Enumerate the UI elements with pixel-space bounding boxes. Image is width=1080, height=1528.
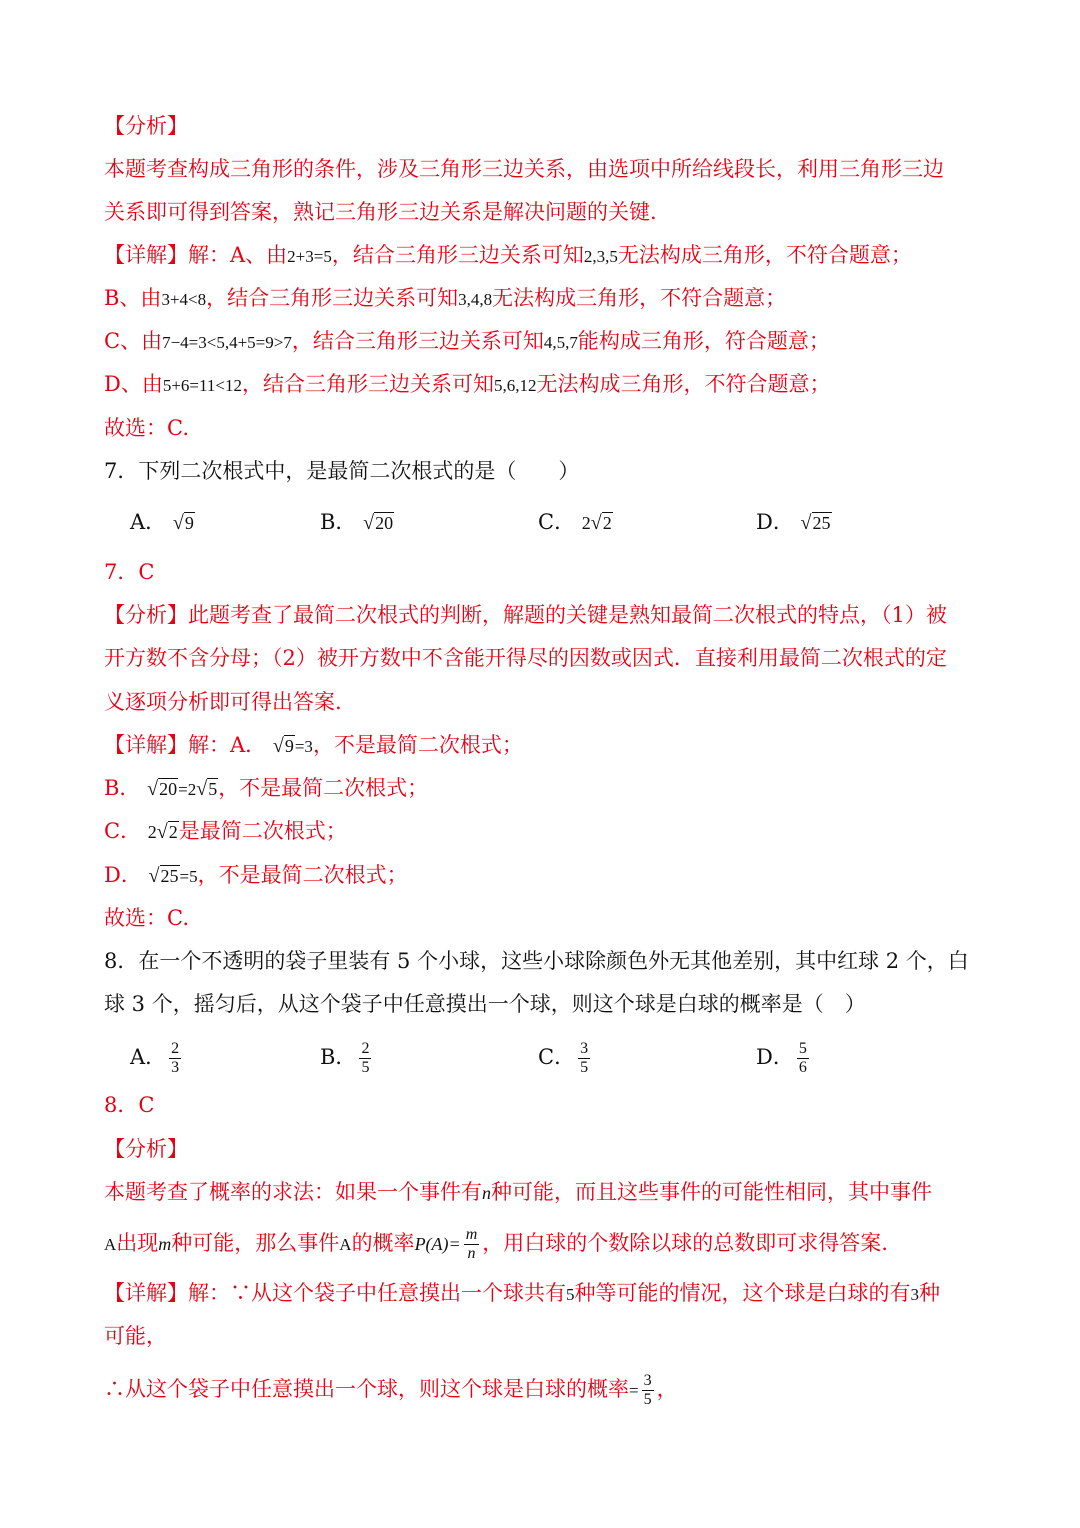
q6-analysis-line2: 关系即可得到答案，熟记三角形三边关系是解决问题的关键. [104, 200, 657, 224]
q7-option-a-radical: √9 [172, 512, 194, 534]
q8-detail-text1b: 种等可能的情况，这个球是白球的有 [574, 1281, 911, 1305]
q7-detail-c-coef: 2 [147, 822, 157, 842]
q8-option-a-num: 2 [171, 1040, 180, 1057]
q7-answer: 7．C [104, 560, 155, 584]
q6-detail-tag: 【详解】 [104, 243, 188, 267]
q6-a-expr: 2+3=5 [287, 247, 332, 266]
q8-detail-line2: 可能， [104, 1324, 167, 1348]
q7-detail-b-radical: √20=2√5 [147, 778, 218, 800]
q8-detail-frac-den: 5 [643, 1391, 652, 1408]
q7-analysis-text1: 此题考查了最简二次根式的判断，解题的关键是熟知最简二次根式的特点，（1）被 [188, 603, 947, 627]
q7-option-c-coef: 2 [581, 513, 591, 533]
q7-detail-a-text: ，不是最简二次根式； [312, 733, 523, 757]
q8-option-d-num: 5 [798, 1040, 807, 1057]
q8-option-c-label: C． [538, 1045, 576, 1069]
q7-detail-d-prefix: D． [104, 863, 142, 887]
q7-detail-b-text: ，不是最简二次根式； [218, 776, 429, 800]
q7-detail-d-text: ，不是最简二次根式； [197, 863, 408, 887]
q8-analysis-line2 [104, 1226, 888, 1263]
q8-analysis-text2a: 出现 [116, 1231, 159, 1255]
q8-stem-line1: 8．在一个不透明的袋子里装有 5 个小球，这些小球除颜色外无其他差别，其中红球 2 个，白 [104, 949, 969, 973]
q8-detail-line3 [104, 1372, 678, 1409]
q6-a-mid: ，结合三角形三边关系可知 [331, 243, 584, 267]
q6-analysis-line1: 本题考查构成三角形的条件，涉及三角形三边关系，由选项中所给线段长，利用三角形三边 [104, 157, 944, 181]
q7-detail-d-result: =5 [179, 867, 198, 886]
q7-option-c [538, 507, 613, 538]
q7-option-c-radicand: 2 [602, 513, 612, 533]
q7-detail-c-radicand: 2 [168, 822, 178, 842]
q8-detail-text1c: 种 [919, 1281, 940, 1305]
q7-detail-b-prefix: B． [104, 776, 141, 800]
q8-analysis-prob: P(A)= [414, 1234, 461, 1254]
q6-detail-a [104, 240, 912, 272]
q7-detail-b-result-radicand: 5 [208, 779, 218, 799]
q6-d-prefix: D、由 [104, 372, 163, 396]
q7-stem: 7．下列二次根式中，是最简二次根式的是（ ） [104, 459, 580, 483]
q7-detail-a-prefix: 解：A． [188, 733, 267, 757]
q7-analysis-line3: 义逐项分析即可得出答案. [104, 690, 342, 714]
q8-analysis-text1a: 本题考查了概率的求法：如果一个事件有 [104, 1180, 482, 1204]
q7-detail-c-text: 是最简二次根式； [178, 819, 347, 843]
q7-analysis-line2: 开方数不含分母；（2）被开方数中不含能开得尽的因数或因式．直接利用最简二次根式的定 [104, 646, 947, 670]
q6-a-set: 2,3,5 [583, 247, 618, 266]
q8-answer: 8．C [104, 1093, 155, 1117]
q7-detail-tag: 【详解】 [104, 733, 188, 757]
q7-detail-d [104, 860, 408, 892]
q8-analysis-tag: 【分析】 [104, 1137, 188, 1161]
q8-option-d [756, 1040, 812, 1077]
q8-detail-line1 [104, 1278, 940, 1310]
q8-analysis-line1 [104, 1177, 932, 1208]
q6-detail-prefix: 解：A、由 [188, 243, 288, 267]
q7-detail-d-radical: √25 [148, 865, 179, 887]
q8-stem-line2: 球 3 个，摇匀后，从这个袋子中任意摸出一个球，则这个球是白球的概率是（ ） [104, 992, 866, 1016]
q8-analysis-frac-num: m [465, 1226, 478, 1243]
q8-option-c-fraction [578, 1040, 590, 1077]
q8-option-a [130, 1040, 184, 1077]
q7-option-d-radical: √25 [800, 512, 831, 534]
q8-option-c-den: 5 [580, 1059, 589, 1076]
q6-b-end: 无法构成三角形，不符合题意； [492, 286, 787, 310]
q7-option-b-radicand: 20 [375, 513, 394, 533]
q8-analysis-text2d: ，用白球的个数除以球的总数即可求得答案. [482, 1231, 888, 1255]
q6-analysis-tag: 【分析】 [104, 114, 188, 138]
q8-option-a-den: 3 [171, 1059, 180, 1076]
q6-d-mid: ，结合三角形三边关系可知 [241, 372, 494, 396]
q8-analysis-event-a: A [104, 1235, 117, 1254]
q8-option-b-fraction [359, 1040, 371, 1077]
q7-option-a [130, 507, 195, 538]
q7-analysis-line1 [104, 600, 947, 630]
q7-option-a-label: A． [130, 510, 167, 534]
q8-analysis-var-m: m [158, 1234, 172, 1254]
q6-d-set: 5,6,12 [493, 376, 537, 395]
q7-option-c-label: C． [538, 510, 576, 534]
q8-detail-text1a: 解：∵从这个袋子中任意摸出一个球共有 [188, 1281, 566, 1305]
q8-option-a-fraction [169, 1040, 181, 1077]
q7-detail-b [104, 773, 428, 805]
q7-detail-c-prefix: C． [104, 819, 142, 843]
q7-analysis-tag: 【分析】 [104, 603, 188, 627]
q8-detail-white: 3 [910, 1285, 919, 1304]
q8-detail-frac-num: 3 [643, 1372, 652, 1389]
q7-option-d-radicand: 25 [812, 513, 831, 533]
q8-option-d-label: D． [756, 1045, 794, 1069]
q8-analysis-text2b: 种可能，那么事件 [171, 1231, 340, 1255]
q7-detail-d-radicand: 25 [160, 866, 179, 886]
q7-detail-a-result: =3 [294, 737, 313, 756]
q8-analysis-text1b: 种可能，而且这些事件的可能性相同，其中事件 [491, 1180, 932, 1204]
q7-detail-b-eq: =2 [178, 780, 197, 799]
q6-c-mid: ，结合三角形三边关系可知 [291, 329, 544, 353]
q7-option-c-radical: 2√2 [581, 512, 612, 534]
q6-detail-c [104, 326, 830, 358]
q8-analysis-frac-den: n [467, 1245, 476, 1262]
q7-detail-c [104, 816, 347, 847]
q8-option-b-num: 2 [361, 1040, 370, 1057]
q6-c-expr: 7−4=3<5,4+5=9>7 [162, 333, 292, 352]
q6-b-mid: ，结合三角形三边关系可知 [206, 286, 459, 310]
q8-detail-fraction [642, 1372, 654, 1409]
q8-option-c-num: 3 [580, 1040, 589, 1057]
q8-option-b-den: 5 [361, 1059, 370, 1076]
q7-detail-a-radicand: 9 [284, 736, 294, 756]
q8-detail-total: 5 [566, 1285, 575, 1304]
q6-d-expr: 5+6=11<12 [162, 376, 242, 395]
q7-detail-c-radical: 2√2 [147, 821, 178, 843]
q8-detail-text3-end: ， [656, 1377, 678, 1401]
q8-option-d-den: 6 [798, 1059, 807, 1076]
q6-detail-b [104, 283, 786, 315]
q8-analysis-var-n: n [482, 1183, 491, 1203]
q7-option-d-label: D． [756, 510, 794, 534]
q6-c-set: 4,5,7 [543, 333, 578, 352]
q6-a-end: 无法构成三角形，不符合题意； [617, 243, 912, 267]
q6-b-prefix: B、由 [104, 286, 162, 310]
q8-option-c [538, 1040, 593, 1077]
q8-detail-text3a: ∴从这个袋子中任意摸出一个球，则这个球是白球的概率 [104, 1377, 629, 1401]
q8-analysis-text2c: 的概率 [351, 1231, 415, 1255]
q6-c-end: 能构成三角形，符合题意； [577, 329, 830, 353]
q7-choice: 故选：C. [104, 906, 189, 930]
q8-option-b [320, 1040, 374, 1077]
q6-d-end: 无法构成三角形，不符合题意； [536, 372, 831, 396]
q7-option-b [320, 507, 394, 538]
q6-b-set: 3,4,8 [458, 290, 493, 309]
q7-option-d [756, 507, 832, 538]
q8-option-a-label: A． [130, 1045, 167, 1069]
q7-detail-a [104, 730, 523, 762]
q8-analysis-fraction [464, 1226, 480, 1263]
q8-option-d-fraction [797, 1040, 809, 1077]
q6-detail-d [104, 369, 830, 401]
q8-analysis-event-a2: A [339, 1235, 352, 1254]
q6-b-expr: 3+4<8 [161, 290, 207, 309]
q8-option-b-label: B． [320, 1045, 357, 1069]
q6-choice: 故选：C. [104, 416, 189, 440]
q7-option-b-radical: √20 [363, 512, 394, 534]
q7-option-a-radicand: 9 [184, 513, 194, 533]
q7-detail-b-radicand: 20 [159, 779, 178, 799]
q6-c-prefix: C、由 [104, 329, 163, 353]
q7-option-b-label: B． [320, 510, 357, 534]
q7-detail-a-radical: √9 [272, 735, 294, 757]
q8-detail-eq: = [629, 1381, 639, 1400]
q8-detail-tag: 【详解】 [104, 1281, 188, 1305]
